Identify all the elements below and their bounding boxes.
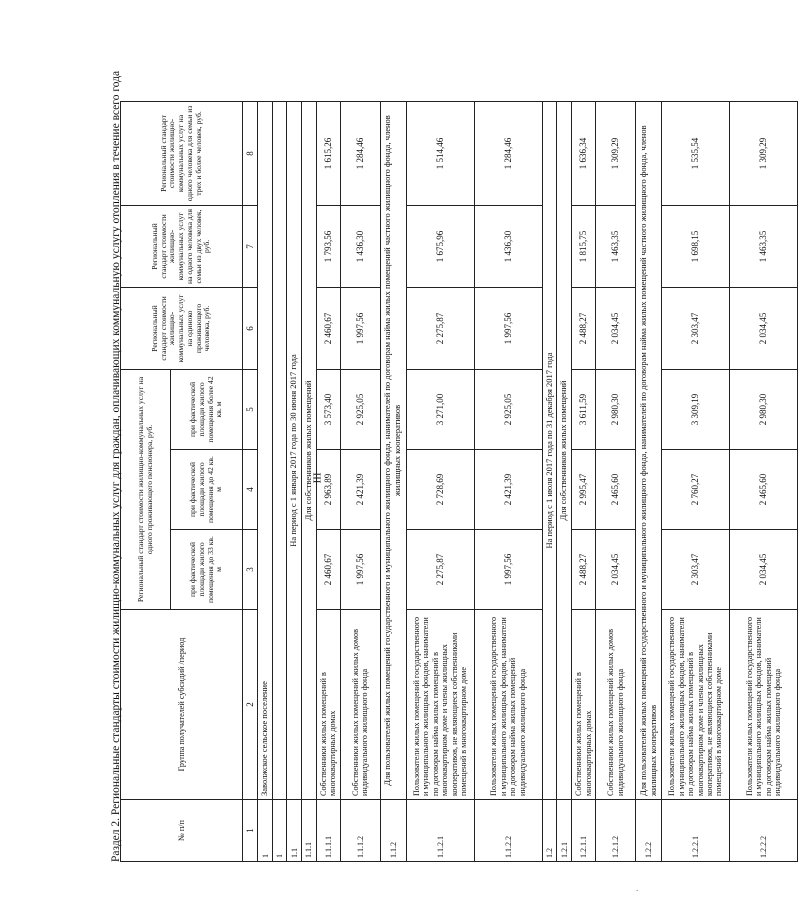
header-group: Группа получателей субсидий /период <box>121 610 243 800</box>
standard-value: 1 997,56 <box>474 530 542 610</box>
column-number: 2 <box>243 610 258 800</box>
table-row <box>557 101 572 861</box>
standard-value: 3 611,59 <box>572 369 596 449</box>
table-row <box>730 101 798 861</box>
table-row <box>380 101 406 861</box>
standard-value: 2 034,45 <box>730 287 798 369</box>
standards-table <box>120 101 798 862</box>
standard-value: 2 963,89 <box>316 450 340 530</box>
row-group-name: Собственники жилых помещений в многоквартирных домах <box>572 610 596 800</box>
section-caption: Раздел 2. Региональные стандарты стоимости жилищно-коммунальных услуг для граждан, оплачивающих коммунальную услугу отопления в течение всего года <box>110 70 122 862</box>
standard-value: 2 303,47 <box>662 530 730 610</box>
standard-value: 1 284,46 <box>474 101 542 205</box>
standard-value: 1 815,75 <box>572 205 596 287</box>
column-number: 5 <box>243 369 258 449</box>
row-index: 1.1.1 <box>302 800 317 862</box>
table-row <box>474 101 542 861</box>
standard-value: 2 488,27 <box>572 287 596 369</box>
standard-value: 1 535,54 <box>662 101 730 205</box>
header-family-three: Региональный стандарт стоимости жилищно-коммунальных услуг на одного человека для семьи из трех и более человек, руб. <box>121 101 243 205</box>
column-number-row <box>243 101 258 861</box>
table-row <box>302 101 317 861</box>
row-index: 1.1.2.1 <box>406 800 474 862</box>
standard-value: 2 034,45 <box>596 287 636 369</box>
section-heading: Заволжское сельское поселение <box>258 101 273 799</box>
row-index: 1.2.1 <box>557 800 572 862</box>
row-group-name: Пользователи жилых помещений государственного и муниципального жилищных фондов, наниматели по договорам найма жилых помещений индивидуального жилищного фонда <box>474 610 542 800</box>
header-single-person: Региональный стандарт стоимости жилищно-коммунальных услуг на одиноко проживающего человека, руб. <box>121 287 243 369</box>
standard-value: 1 675,96 <box>406 205 474 287</box>
row-index: 1.2.2.1 <box>662 800 730 862</box>
row-group-name: Пользователи жилых помещений государственного и муниципального жилищных фондов, наниматели по договорам найма жилых помещений в многоквартирном доме и члены жилищных кооперативов, не являющиеся собственниками помещений в многоквартирном доме <box>662 610 730 800</box>
row-index: 1.2.2 <box>636 800 662 862</box>
standard-value: 2 760,27 <box>662 450 730 530</box>
table-row <box>273 101 287 861</box>
section-heading: Для собственников жилых помещений <box>557 101 572 799</box>
column-number: 8 <box>243 101 258 205</box>
row-index: 1.2.2.2 <box>730 800 798 862</box>
standard-value: 1 997,56 <box>474 287 542 369</box>
standard-value: 1 615,26 <box>316 101 340 205</box>
standard-value: 2 034,45 <box>730 530 798 610</box>
header-number: № п/п <box>121 800 243 862</box>
row-index: 1.1.2 <box>380 800 406 862</box>
table-row <box>542 101 557 861</box>
standard-value: 2 034,45 <box>596 530 636 610</box>
table-row <box>636 101 662 861</box>
column-number: 4 <box>243 450 258 530</box>
rotated-table-container <box>120 102 782 862</box>
row-index: 1.2.1.2 <box>596 800 636 862</box>
standard-value: 1 514,46 <box>406 101 474 205</box>
section-heading: На период с 1 июля 2017 года по 31 декабря 2017 года <box>542 101 557 799</box>
header-pensioner-group: Региональный стандарт стоимости жилищно-коммунальных услуг на одного проживающего пенсионера, руб. <box>121 369 171 609</box>
row-group-name: Пользователи жилых помещений государственного и муниципального жилищных фондов, наниматели по договорам найма жилых помещений в многоквартирном доме и члены жилищных кооперативов, не являющиеся собственниками помещений в многоквартирном доме <box>406 610 474 800</box>
standard-value: 2 925,05 <box>474 369 542 449</box>
section-heading: Для пользователей жилых помещений государственного и муниципального жилищного фонда, нанимателей по договорам найма жилых помещений частного жилищного фонда, членов жилищных кооперативов <box>380 101 406 799</box>
standard-value: 3 271,00 <box>406 369 474 449</box>
standard-value: 2 980,30 <box>596 369 636 449</box>
standard-value: 2 995,47 <box>572 450 596 530</box>
table-header <box>121 101 258 861</box>
standard-value: 1 463,35 <box>596 205 636 287</box>
standard-value: 1 698,15 <box>662 205 730 287</box>
standard-value: 2 303,47 <box>662 287 730 369</box>
header-area-42: при фактической площади жилого помещения до 42 кв. м <box>171 450 243 530</box>
row-group-name: Собственники жилых помещений жилых домов индивидуального жилищного фонда <box>596 610 636 800</box>
standard-value: 1 309,29 <box>730 101 798 205</box>
section-heading: Для пользователей жилых помещений государственного и муниципального жилищного фонда, нанимателей по договорам найма жилых помещений частного жилищного фонда, членов жилищных кооперативов <box>636 101 662 799</box>
standard-value: 2 421,39 <box>340 450 380 530</box>
row-index: 1.1.1.2 <box>340 800 380 862</box>
standard-value: 2 421,39 <box>474 450 542 530</box>
standard-value: 1 309,29 <box>596 101 636 205</box>
standard-value: 1 793,56 <box>316 205 340 287</box>
row-group-name: Собственники жилых помещений в многоквартирных домах <box>316 610 340 800</box>
header-family-two: Региональный стандарт стоимости жилищно-коммунальных услуг на одного человека для семьи из двух человек, руб. <box>121 205 243 287</box>
row-index: 1.2 <box>542 800 557 862</box>
table-row <box>258 101 273 861</box>
standard-value: 2 488,27 <box>572 530 596 610</box>
standard-value: 2 460,67 <box>316 530 340 610</box>
edge-mark: . <box>636 885 638 893</box>
row-group-name: Собственники жилых помещений жилых домов индивидуального жилищного фонда <box>340 610 380 800</box>
row-index: 1.1.1.1 <box>316 800 340 862</box>
standard-value: 3 573,40 <box>316 369 340 449</box>
table-row <box>662 101 730 861</box>
header-area-over-42: при фактической площади жилого помещения более 42 кв. м <box>171 369 243 449</box>
standard-value: 2 460,67 <box>316 287 340 369</box>
standard-value: 2 925,05 <box>340 369 380 449</box>
row-index: 1.1.2.2 <box>474 800 542 862</box>
row-index: 1 <box>258 800 273 862</box>
table-row <box>572 101 596 861</box>
standard-value: 2 465,60 <box>596 450 636 530</box>
standard-value: 2 275,87 <box>406 287 474 369</box>
column-number: 7 <box>243 205 258 287</box>
standard-value: 2 275,87 <box>406 530 474 610</box>
header-area-33: при фактической площади жилого помещения до 33 кв. м <box>171 530 243 610</box>
standard-value: 1 636,34 <box>572 101 596 205</box>
column-number: 6 <box>243 287 258 369</box>
row-index: 1 <box>273 800 287 862</box>
row-group-name: Пользователи жилых помещений государственного и муниципального жилищных фондов, наниматели по договорам найма жилых помещений индивидуального жилищного фонда <box>730 610 798 800</box>
standard-value: 1 284,46 <box>340 101 380 205</box>
table-row <box>406 101 474 861</box>
standard-value: 1 436,30 <box>340 205 380 287</box>
standard-value: 2 728,69 <box>406 450 474 530</box>
standard-value: 1 997,56 <box>340 530 380 610</box>
table-body <box>258 101 798 861</box>
page-number: III <box>311 472 324 484</box>
standard-value: 2 465,60 <box>730 450 798 530</box>
column-number: 1 <box>243 800 258 862</box>
empty-cell <box>273 101 287 799</box>
standard-value: 1 997,56 <box>340 287 380 369</box>
section-heading: Для собственников жилых помещений <box>302 101 317 799</box>
standard-value: 1 436,30 <box>474 205 542 287</box>
row-index: 1.1 <box>287 800 302 862</box>
table-row <box>287 101 302 861</box>
standard-value: 2 980,30 <box>730 369 798 449</box>
row-index: 1.2.1.1 <box>572 800 596 862</box>
section-heading: На период с 1 января 2017 года по 30 июня 2017 года <box>287 101 302 799</box>
standard-value: 3 309,19 <box>662 369 730 449</box>
column-number: 3 <box>243 530 258 610</box>
table-row <box>340 101 380 861</box>
table-row <box>596 101 636 861</box>
standard-value: 1 463,35 <box>730 205 798 287</box>
table-row <box>316 101 340 861</box>
